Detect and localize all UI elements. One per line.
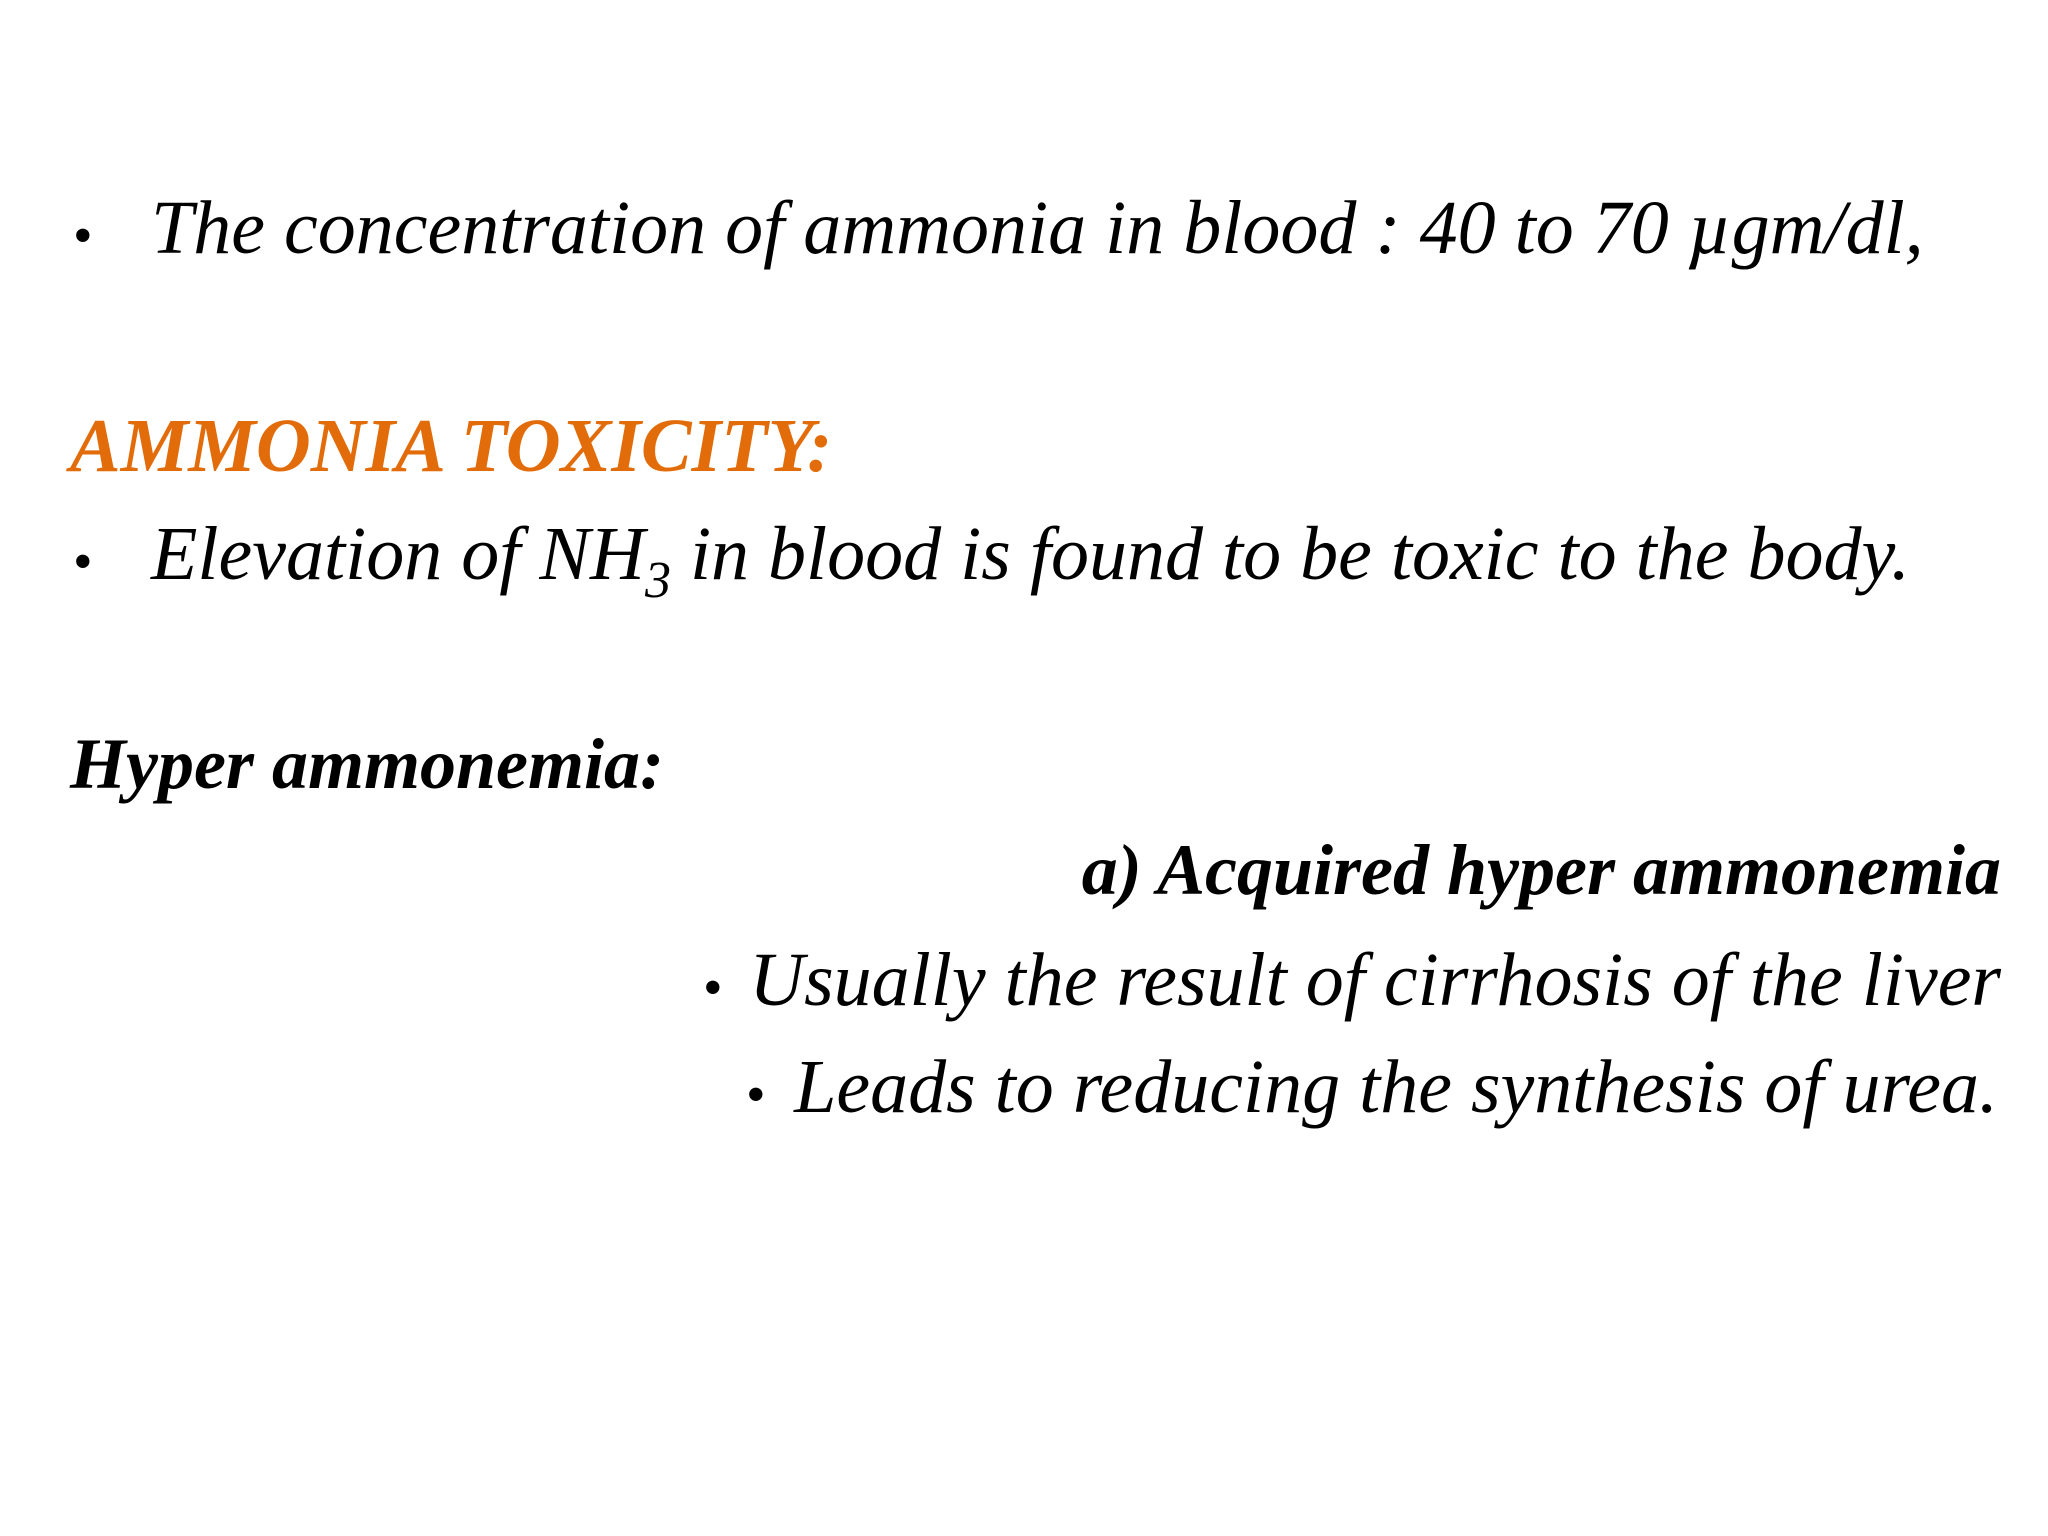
item-subscript: 3 xyxy=(644,552,671,609)
hyper-ammonemia-item-1: Usually the result of cirrhosis of the liver xyxy=(749,938,2001,1022)
acquired-hyper-ammonemia-subheading: a) Acquired hyper ammonemia xyxy=(1081,830,2001,910)
bullet-icon: • xyxy=(73,205,93,267)
hyper-ammonemia-item-2: Leads to reducing the synthesis of urea. xyxy=(794,1045,1998,1129)
ammonia-concentration-text: The concentration of ammonia in blood : 40 to 70 µgm/dl, xyxy=(151,186,1924,270)
bullet-icon: • xyxy=(703,957,723,1019)
ammonia-toxicity-heading: AMMONIA TOXICITY: xyxy=(70,404,833,488)
bullet-icon: • xyxy=(73,531,93,593)
hyper-ammonemia-heading: Hyper ammonemia: xyxy=(70,724,664,804)
item-text-suffix: in blood is found to be toxic to the body. xyxy=(670,512,1911,596)
item-text-prefix: Elevation of NH xyxy=(151,512,645,596)
bullet-icon: • xyxy=(746,1064,766,1126)
ammonia-toxicity-item xyxy=(151,512,1911,609)
